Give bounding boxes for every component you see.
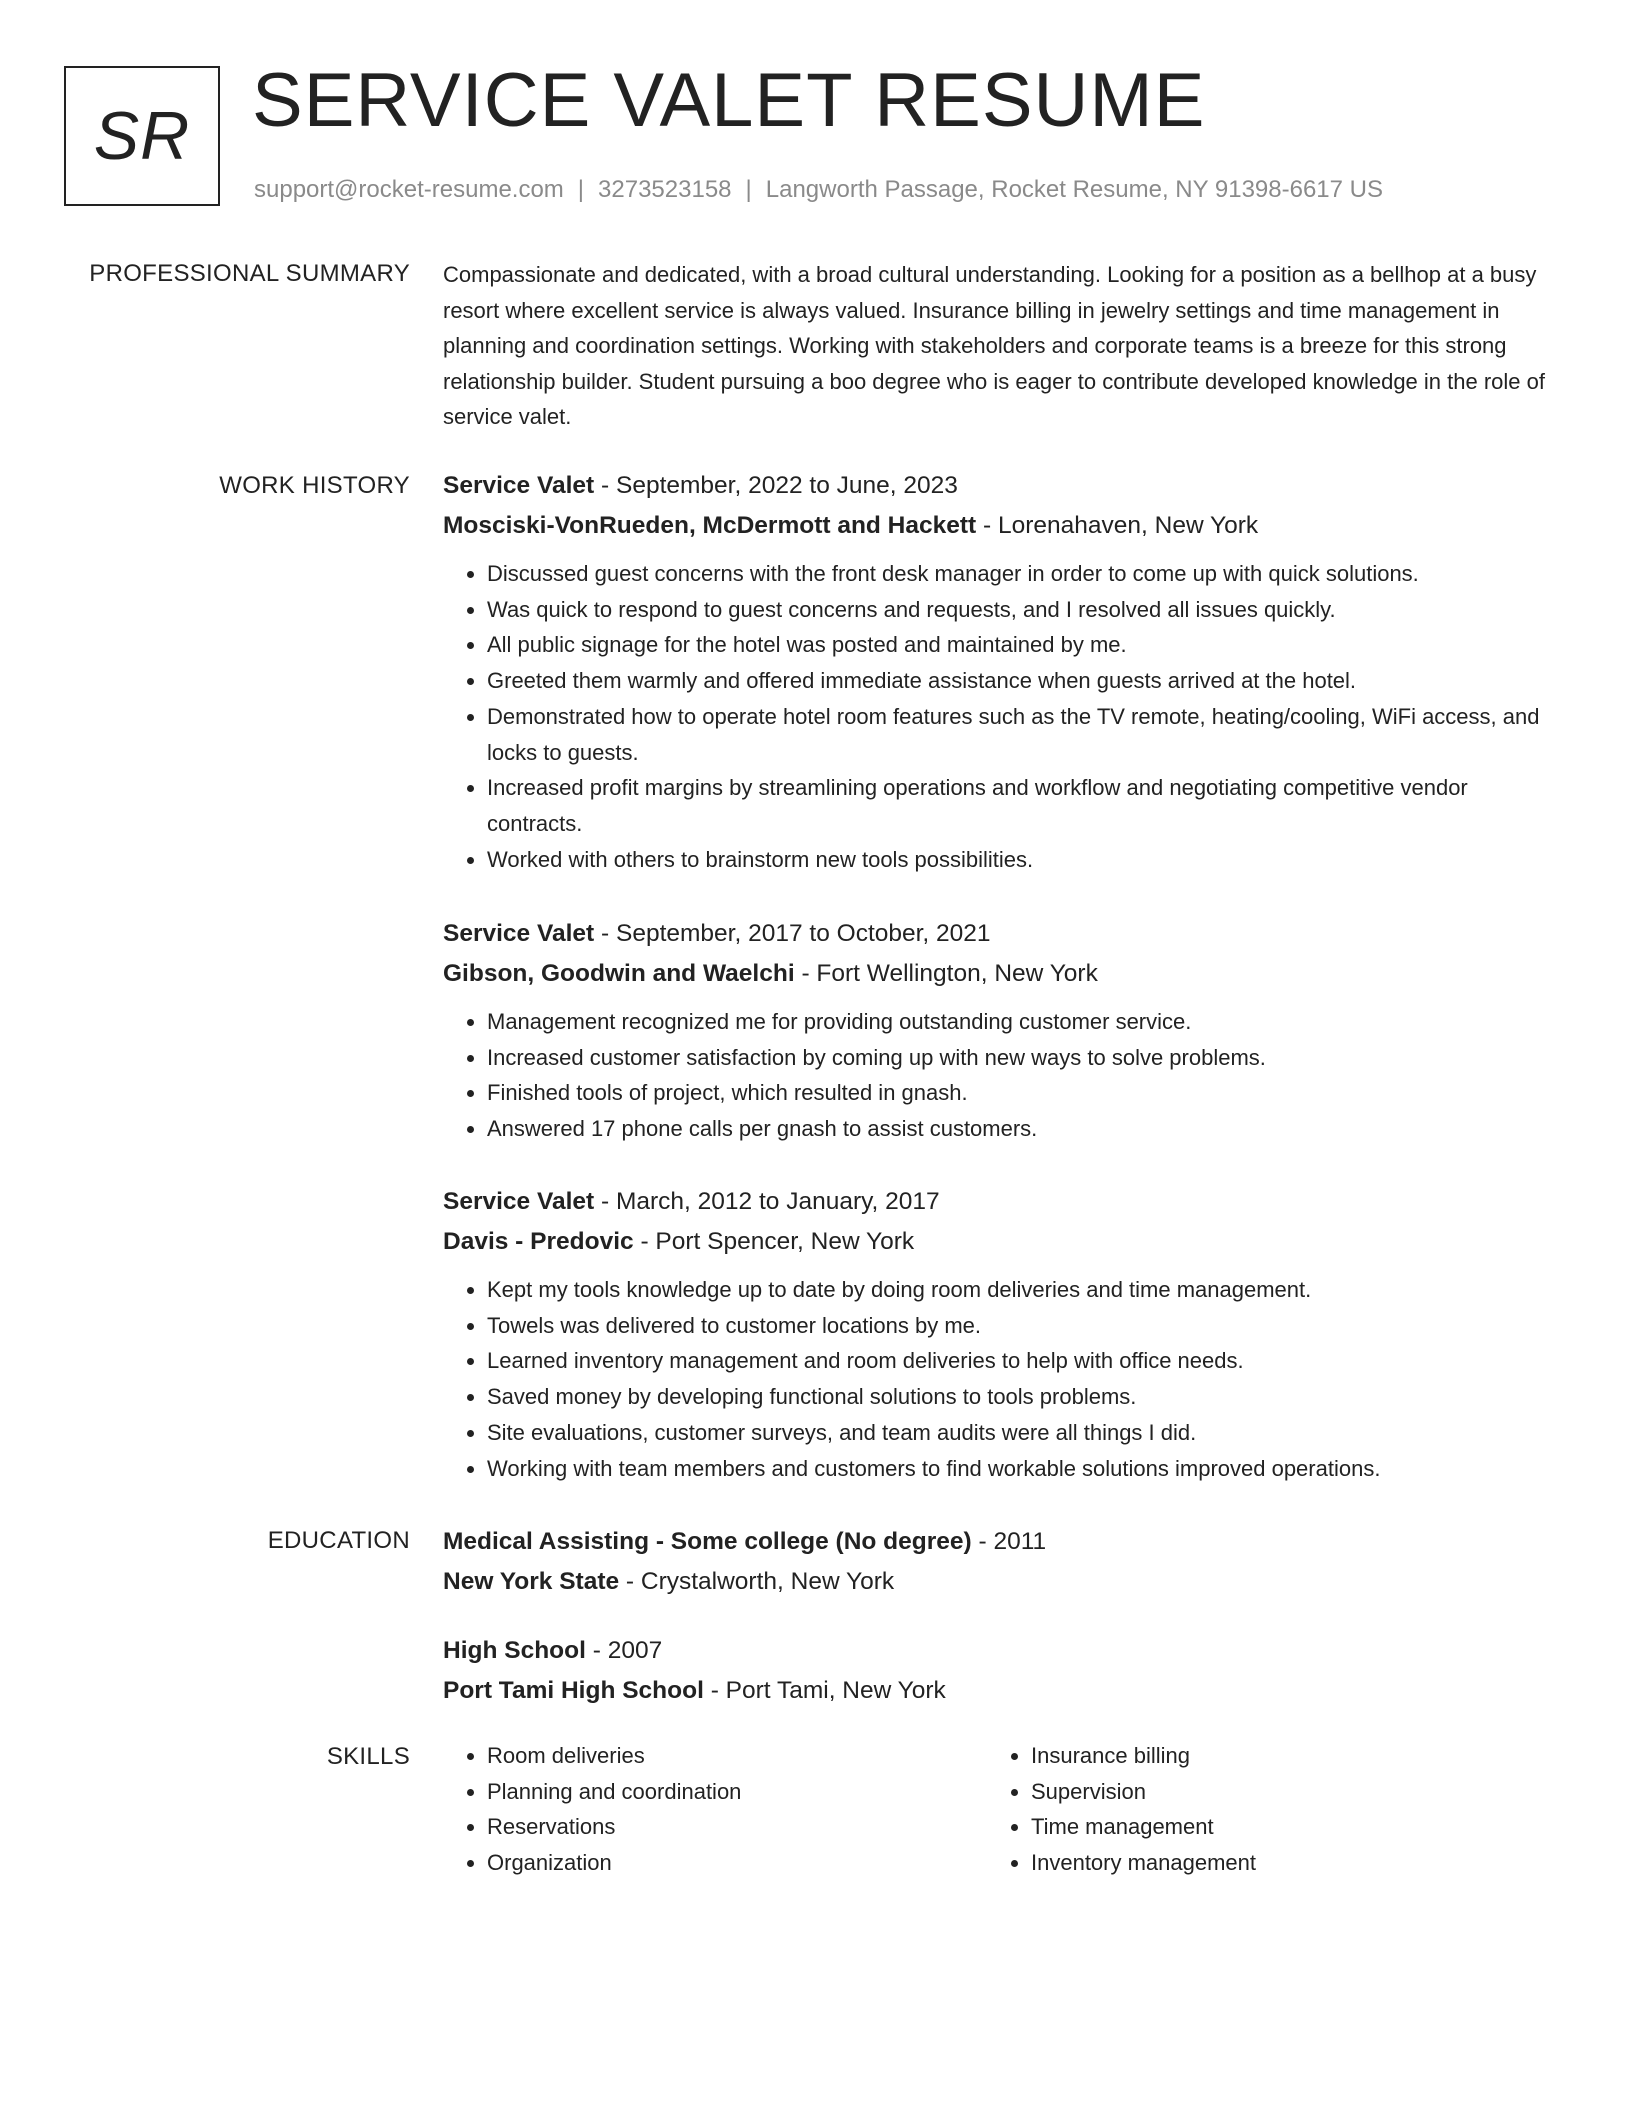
job-bullet: • Answered 17 phone calls per gnash to assist customers.	[487, 1111, 1563, 1147]
skill-item: • Time management	[1031, 1809, 1507, 1845]
monogram-initials: SR	[93, 98, 191, 174]
education-entry	[443, 1631, 1563, 1711]
section-label-skills: SKILLS	[326, 1743, 410, 1770]
education-school-line	[443, 1671, 1563, 1711]
skill-item: • Room deliveries	[487, 1738, 963, 1774]
skill-item: • Inventory management	[1031, 1845, 1507, 1881]
job-title: Service Valet	[443, 472, 595, 499]
job-bullet: • Demonstrated how to operate hotel room features such as the TV remote, heating/cooling, WiFi access, and locks to guests.	[487, 699, 1563, 770]
job-bullet: • Learned inventory management and room deliveries to help with office needs.	[487, 1343, 1563, 1379]
contact-address: Langworth Passage, Rocket Resume, NY 91398-6617 US	[765, 176, 1383, 203]
job-bullet: • Increased customer satisfaction by coming up with new ways to solve problems.	[487, 1040, 1563, 1076]
job-bullet: • Worked with others to brainstorm new tools possibilities.	[487, 842, 1563, 878]
job-company-line	[443, 954, 1563, 994]
job-location: - Port Spencer, New York	[633, 1228, 915, 1255]
job-dates: - March, 2012 to January, 2017	[594, 1188, 940, 1215]
job-bullet: • Finished tools of project, which resulted in gnash.	[487, 1075, 1563, 1111]
education-degree: High School	[443, 1637, 586, 1664]
section-label-work: WORK HISTORY	[219, 472, 410, 499]
education-school-line	[443, 1562, 1563, 1602]
education-degree-line	[443, 1631, 1563, 1671]
job-title-line	[443, 914, 1563, 954]
job-title-line	[443, 1182, 1563, 1222]
job-entry	[443, 1182, 1563, 1486]
skills-section	[443, 1738, 1563, 1888]
contact-line	[254, 174, 1383, 206]
skill-item: • Reservations	[487, 1809, 963, 1845]
skill-item: • Supervision	[1031, 1774, 1507, 1810]
monogram-box	[64, 66, 220, 206]
skills-column-left	[443, 1738, 963, 1881]
job-company: Davis - Predovic	[443, 1228, 634, 1255]
job-dates: - September, 2017 to October, 2021	[594, 920, 991, 947]
job-bullets	[443, 1004, 1563, 1147]
section-label-summary: PROFESSIONAL SUMMARY	[89, 260, 410, 287]
skill-item: • Insurance billing	[1031, 1738, 1507, 1774]
job-bullet: • Towels was delivered to customer locations by me.	[487, 1308, 1563, 1344]
job-entry	[443, 914, 1563, 1147]
education-location: - Port Tami, New York	[703, 1677, 946, 1704]
job-company: Gibson, Goodwin and Waelchi	[443, 960, 795, 987]
education-degree-line	[443, 1522, 1563, 1562]
contact-email: support@rocket-resume.com	[254, 176, 564, 203]
job-bullet: • Discussed guest concerns with the front desk manager in order to come up with quick solutions.	[487, 556, 1563, 592]
education-degree: Medical Assisting - Some college (No degree)	[443, 1528, 972, 1555]
job-bullet: • Was quick to respond to guest concerns and requests, and I resolved all issues quickly.	[487, 592, 1563, 628]
job-location: - Fort Wellington, New York	[794, 960, 1098, 987]
job-bullets	[443, 556, 1563, 877]
skills-column-right	[987, 1738, 1507, 1881]
skill-item: • Planning and coordination	[487, 1774, 963, 1810]
resume-title: SERVICE VALET RESUME	[252, 58, 1206, 143]
job-bullet: • Site evaluations, customer surveys, and team audits were all things I did.	[487, 1415, 1563, 1451]
job-bullet: • Management recognized me for providing outstanding customer service.	[487, 1004, 1563, 1040]
contact-separator: |	[577, 176, 585, 203]
job-company-line	[443, 506, 1563, 546]
skills-list	[987, 1738, 1507, 1881]
job-bullet: • Greeted them warmly and offered immediate assistance when guests arrived at the hotel.	[487, 663, 1563, 699]
job-location: - Lorenahaven, New York	[976, 512, 1259, 539]
job-title-line	[443, 466, 1563, 506]
job-title: Service Valet	[443, 1188, 595, 1215]
education-school: Port Tami High School	[443, 1677, 704, 1704]
education-entry	[443, 1522, 1563, 1602]
summary-section	[443, 257, 1555, 435]
job-bullet: • All public signage for the hotel was posted and maintained by me.	[487, 627, 1563, 663]
job-bullet: • Working with team members and customers to find workable solutions improved operations.	[487, 1451, 1563, 1487]
skills-list	[443, 1738, 963, 1881]
education-year: - 2011	[971, 1528, 1047, 1555]
skill-item: • Organization	[487, 1845, 963, 1881]
contact-phone: 3273523158	[598, 176, 732, 203]
job-title: Service Valet	[443, 920, 595, 947]
job-bullet: • Saved money by developing functional solutions to tools problems.	[487, 1379, 1563, 1415]
section-label-education: EDUCATION	[267, 1527, 410, 1554]
job-company-line	[443, 1222, 1563, 1262]
education-year: - 2007	[585, 1637, 663, 1664]
job-company: Mosciski-VonRueden, McDermott and Hackett	[443, 512, 977, 539]
job-bullet: • Kept my tools knowledge up to date by doing room deliveries and time management.	[487, 1272, 1563, 1308]
education-school: New York State	[443, 1568, 620, 1595]
education-location: - Crystalworth, New York	[619, 1568, 895, 1595]
job-dates: - September, 2022 to June, 2023	[594, 472, 958, 499]
contact-separator: |	[745, 176, 752, 203]
summary-text: Compassionate and dedicated, with a broad cultural understanding. Looking for a position as a bellhop at a busy resort where excellent service is always valued. Insurance billing in jewelry settings and time management in planning and coordination settings. Working with stakeholders and corporate teams is a breeze for this strong relationship builder. Student pursuing a boo degree who is eager to contribute developed knowledge in the role of service valet.	[443, 262, 1545, 429]
job-bullet: • Increased profit margins by streamlining operations and workflow and negotiating competitive vendor contracts.	[487, 770, 1563, 841]
job-bullets	[443, 1272, 1563, 1486]
job-entry	[443, 466, 1563, 877]
